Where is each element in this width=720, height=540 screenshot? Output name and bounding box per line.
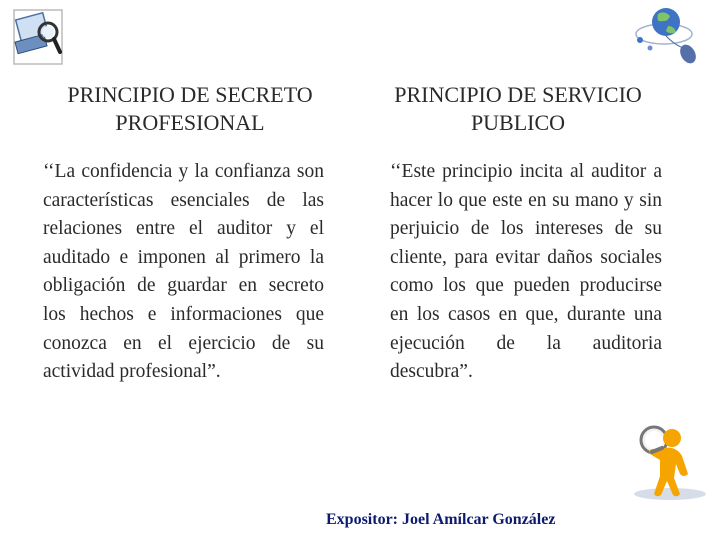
left-column-title xyxy=(40,81,340,137)
right-column-title xyxy=(368,81,668,137)
left-column-body: ‘‘La confidencia y la confianza son características esenciales de las relaciones entre el auditor y el auditado e imponen al primero la obligación de guardar en secreto los hechos e informaciones que conozca en el ejercicio de su actividad profesional”. xyxy=(43,161,324,383)
detective-figure-icon xyxy=(624,418,710,502)
left-title-line2: PROFESIONAL xyxy=(115,110,265,135)
right-title-line2: PUBLICO xyxy=(470,110,566,135)
laptop-magnifier-icon xyxy=(12,8,64,66)
left-title-line1: PRINCIPIO DE SECRETO xyxy=(67,82,313,107)
globe-mouse-icon xyxy=(628,4,706,70)
presenter-credit: Expositor: Joel Amílcar González xyxy=(326,511,556,528)
right-title-line1: PRINCIPIO DE SERVICIO xyxy=(394,82,642,107)
right-column-body: ‘‘Este principio incita al auditor a hacer lo que este en su mano y sin perjuicio de los intereses de su cliente, para evitar daños sociales como los que pueden producirse en los casos en que, durante una ejecución de la auditoria descubra”. xyxy=(390,161,662,383)
